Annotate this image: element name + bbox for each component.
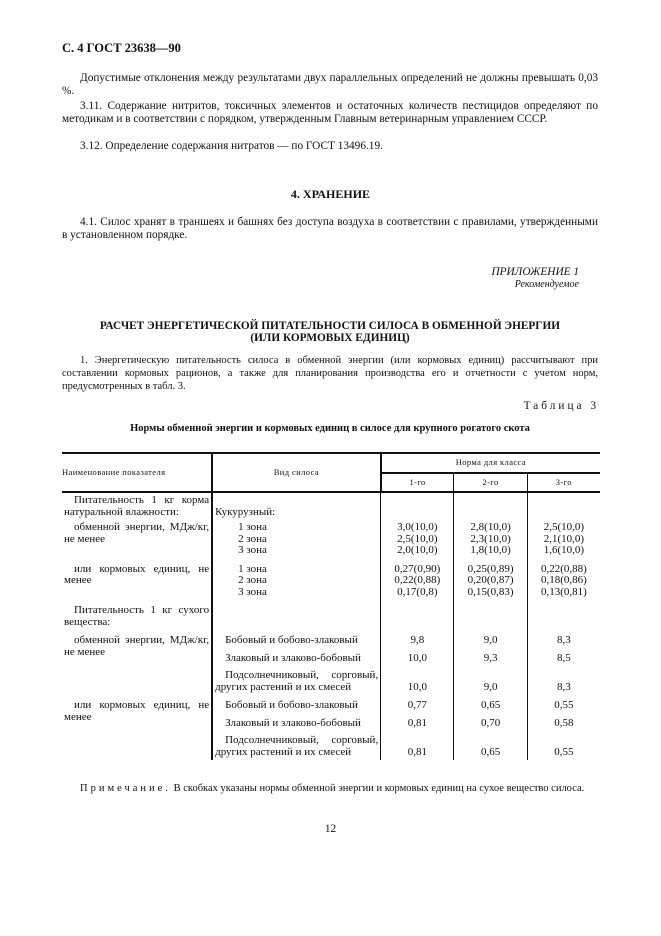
table-row xyxy=(62,492,600,520)
cell: Бобовый и бобово-злаковый xyxy=(212,630,381,649)
table-label: Таблица 3 xyxy=(523,400,599,412)
col-header: 1-го xyxy=(381,473,454,493)
cell: 0,70 xyxy=(454,714,527,732)
note-label: Примечание. xyxy=(80,783,171,794)
cell: 8,3 xyxy=(556,680,571,693)
appendix-title: (ИЛИ КОРМОВЫХ ЕДИНИЦ) xyxy=(250,332,410,344)
col-header: Наименование показателя xyxy=(62,453,212,492)
cell: 2,8(10,0) 2,3(10,0) 1,8(10,0) xyxy=(454,520,527,559)
cell: 1 зона 2 зона 3 зона xyxy=(212,520,381,559)
cell: Питательность 1 кг сухого вещества: xyxy=(62,600,212,630)
cell: 9,0 xyxy=(454,630,527,649)
col-header: 3-го xyxy=(527,473,600,493)
cell: 0,81 xyxy=(381,731,454,760)
cell: 10,0 xyxy=(381,649,454,667)
cell: 8,3 xyxy=(556,634,571,646)
cell: Бобовый и бобово-злаковый xyxy=(212,695,381,714)
table-row xyxy=(62,559,600,601)
paragraph: Допустимые отклонения между результатами двух параллельных определений не должны превышать 0,03 %. xyxy=(62,72,598,97)
appendix-label: ПРИЛОЖЕНИЕ 1 xyxy=(491,266,579,278)
table-row xyxy=(62,695,600,714)
cell: 1 зона 2 зона 3 зона xyxy=(212,559,381,601)
note-text: В скобках указаны нормы обменной энергии и кормовых единиц на сухое вещество силоса. xyxy=(170,783,585,794)
table-note xyxy=(62,782,598,795)
cell: 0,65 xyxy=(454,695,527,714)
paragraph: 4.1. Силос хранят в траншеях и башнях без доступа воздуха в соответствии с правилами, утвержденными в установленном порядке. xyxy=(62,216,598,241)
cell: 3,0(10,0) 2,5(10,0) 2,0(10,0) xyxy=(381,520,454,559)
cell: 0,81 xyxy=(381,714,454,732)
cell: 9,0 xyxy=(454,666,527,695)
paragraph: 3.12. Определение содержания нитратов — по ГОСТ 13496.19. xyxy=(80,140,383,152)
cell: или кормовых единиц, не менее xyxy=(62,559,212,601)
cell: 0,65 xyxy=(454,731,527,760)
cell: Кукурузный: xyxy=(212,492,381,520)
cell: 0,58 xyxy=(554,716,574,729)
table-row xyxy=(62,630,600,649)
col-header: Норма для класса xyxy=(381,453,600,473)
table-caption: Нормы обменной энергии и кормовых единиц в силосе для крупного рогатого скота xyxy=(130,423,530,434)
cell: обменной энергии, МДж/кг, не менее xyxy=(62,630,212,695)
page-header: С. 4 ГОСТ 23638—90 xyxy=(62,41,181,55)
cell: 8,5 xyxy=(556,651,571,664)
cell: 0,55 xyxy=(554,699,574,711)
col-header: 2-го xyxy=(454,473,527,493)
paragraph: 3.11. Содержание нитритов, токсичных элементов и остаточных количеств пестицидов определяют по методикам и в соответствии с порядком, утвержденным Главным ветеринарным управлением СССР. xyxy=(62,100,598,125)
cell: 0,55 xyxy=(554,745,574,758)
table-row xyxy=(62,600,600,630)
cell: 0,25(0,89) 0,20(0,87) 0,15(0,83) xyxy=(454,559,527,601)
cell: Подсолнечниковый, сорговый, других растений и их смесей xyxy=(212,731,381,760)
cell: 10,0 xyxy=(381,666,454,695)
cell: или кормовых единиц, не менее xyxy=(62,695,212,760)
cell: обменной энергии, МДж/кг, не менее xyxy=(62,520,212,559)
cell: 0,27(0,90) 0,22(0,88) 0,17(0,8) xyxy=(381,559,454,601)
cell: 2,5(10,0) 2,1(10,0) 1,6(10,0) xyxy=(543,521,585,556)
cell: 0,22(0,88) 0,18(0,86) 0,13(0,81) xyxy=(540,562,587,598)
col-header: Вид силоса xyxy=(212,453,381,492)
appendix-sub: Рекомендуемое xyxy=(514,279,579,290)
paragraph: 1. Энергетическую питательность силоса в обменной энергии (или кормовых единиц) рассчитывают при составлении кормовых рационов, а также для планирования производства его и отчетности с учетом норм, предусмотренных в табл. 3. xyxy=(62,355,598,392)
cell: Злаковый и злаково-бобовый xyxy=(212,649,381,667)
table-row xyxy=(62,520,600,559)
cell: 0,77 xyxy=(381,695,454,714)
page-number: 12 xyxy=(324,823,337,835)
section-title: 4. ХРАНЕНИЕ xyxy=(290,187,371,201)
cell: Злаковый и злаково-бобовый xyxy=(212,714,381,732)
norms-table xyxy=(62,452,600,760)
cell: Подсолнечниковый, сорговый, других растений и их смесей xyxy=(212,666,381,695)
appendix-title: РАСЧЕТ ЭНЕРГЕТИЧЕСКОЙ ПИТАТЕЛЬНОСТИ СИЛОСА В ОБМЕННОЙ ЭНЕРГИИ xyxy=(99,320,561,332)
cell: 9,8 xyxy=(381,630,454,649)
cell: Питательность 1 кг корма натуральной влажности: xyxy=(62,492,212,520)
cell: 9,3 xyxy=(454,649,527,667)
